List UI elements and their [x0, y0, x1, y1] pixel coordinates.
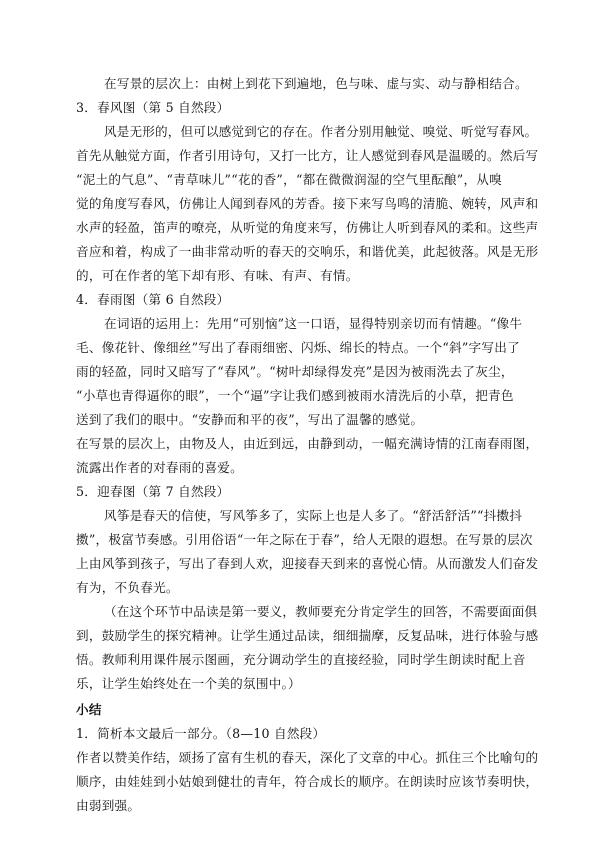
text-line: 觉的角度写春风，仿佛让人闻到春风的芳香。接下来写鸟鸣的清脆、婉转，风声和: [76, 196, 539, 211]
text-line: 音应和着，构成了一曲非常动听的春天的交响乐，和谐优美，此起彼落。风是无形: [76, 244, 539, 259]
text-line: “小草也青得逼你的眼”，一个“逼”字让我们感到被雨水清洗后的小草，把青色: [76, 388, 514, 403]
section-heading: 4．春雨图（第 6 自然段）: [76, 292, 230, 307]
text-line: 的，可在作者的笔下却有形、有味、有声、有情。: [76, 268, 359, 283]
text-line: 到，鼓励学生的探究精神。让学生通过品读，细细揣摩，反复品味，进行体验与感: [76, 628, 539, 643]
text-line: 首先从触觉方面，作者引用诗句，又打一比方，让人感觉到春风是温暖的。然后写: [76, 148, 539, 163]
text-line: 流露出作者的对春雨的喜爱。: [76, 460, 243, 475]
section-heading: 5．迎春图（第 7 自然段）: [76, 484, 230, 499]
text-line: 水声的轻盈，笛声的嘹亮，从听觉的角度来写，仿佛让人听到春风的柔和。这些声: [76, 220, 539, 235]
text-line: 在写景的层次上：由树上到花下到遍地，色与味、虚与实、动与静相结合。: [104, 76, 528, 91]
text-line: 在写景的层次上，由物及人，由近到远，由静到动，一幅充满诗情的江南春雨图，: [76, 436, 539, 451]
text-line: 顺序，由娃娃到小姑娘到健壮的青年，符合成长的顺序。在朗读时应该节奏明快，: [76, 774, 539, 789]
text-line: （在这个环节中品读是第一要义，教师要充分肯定学生的回答，不需要面面俱: [104, 604, 538, 619]
text-line: 悟。教师利用课件展示图画，充分调动学生的直接经验，同时学生朗读时配上音: [76, 652, 526, 667]
text-line: 送到了我们的眼中。“安静而和平的夜”，写出了温馨的感觉。: [76, 412, 424, 427]
text-line: 风筝是春天的信使，写风筝多了，实际上也是人多了。“舒活舒活”“抖擞抖: [104, 508, 523, 523]
text-line: 由弱到强。: [76, 798, 141, 813]
section-heading: 1．简析本文最后一部分。（8—10 自然段）: [76, 726, 326, 741]
section-heading: 3．春风图（第 5 自然段）: [76, 100, 230, 115]
text-line: 雨的轻盈，同时又暗写了“春风”。“树叶却绿得发亮”是因为被雨洗去了灰尘，: [76, 364, 514, 379]
text-line: 擞”，极富节奏感。引用俗语“一年之际在于春”，给人无限的遐想。在写景的层次: [76, 532, 533, 547]
text-line: “泥土的气息”、“青草味儿”“花的香”，“都在微微润湿的空气里酝酿”，从嗅: [76, 172, 502, 187]
text-line: 有为，不负春光。: [76, 580, 179, 595]
text-line: 风是无形的，但可以感觉到它的存在。作者分别用触觉、嗅觉、听觉写春风。: [104, 124, 538, 139]
text-line: 毛、像花针、像细丝”写出了春雨细密、闪烁、绵长的特点。一个“斜”字写出了: [76, 340, 520, 355]
text-line: 乐，让学生始终处在一个美的氛围中。）: [76, 676, 301, 691]
summary-heading: 小结: [76, 702, 102, 717]
text-line: 上由风筝到孩子，写出了春到人欢，迎接春天到来的喜悦心情。从而激发人们奋发: [76, 556, 539, 571]
text-line: 作者以赞美作结，颂扬了富有生机的春天，深化了文章的中心。抓住三个比喻句的: [76, 750, 539, 765]
text-line: 在词语的运用上：先用“可别恼”这一口语，显得特别亲切而有情趣。“像牛: [104, 316, 523, 331]
